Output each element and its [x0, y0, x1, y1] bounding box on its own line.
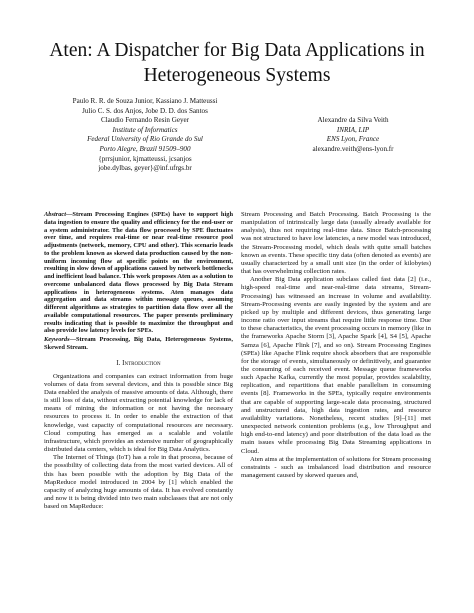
paragraph: Aten aims at the implementation of solutions for Stream processing constraints - such as imbalanced load distribution and resource management caused by skewed queues and, — [241, 455, 431, 479]
author-email: alexandre.veith@ens-lyon.fr — [312, 144, 394, 153]
authors-block-left — [30, 97, 260, 174]
affiliation: ENS Lyon, France — [326, 135, 380, 144]
author-emails: jobe.dylbas, geyer}@inf.ufrgs.br — [98, 164, 192, 173]
abstract-text: —Stream Processing Engines (SPEs) have to support high data ingestion to ensure the quality and efficiency for the end-user or a system administrator. The data flow processed by SPE fluctuates over time, and requires real-time or near real-time resource pool adjustments (network, memory, CPU and other). This scenario leads to the problem known as skewed data production caused by the non-uniform incoming flow at specific points on the environment, resulting in slow down of applications caused by network bottlenecks and inefficient load balance. This work proposes Aten as a solution to overcome unbalanced data flows processed by Big Data Stream applications in heterogeneous systems. Aten manages data aggregation and data streams within message queues, assuming different algorithms as strategies to partition data flow over all the available computational resources. The paper presents preliminary results indicating that is possible to maximize the throughput and also provide low latency levels for SPEs. — [44, 211, 233, 335]
keywords — [44, 336, 233, 352]
paragraph: Organizations and companies can extract information from huge volumes of data from several devices, and this is possible since Big Data enabled the analysis of massive amounts of data. Although, there is still loss of data, without extracting potential knowledge for lack of means of mining the information or not having the necessary resources to process it. In order to enable the extraction of that knowledge, vast capacity of computational resources are necessary. Cloud computing has emerged as a scalable and volatile infrastructure, which provides an extensive number of geographically distributed data centers, which is ideal for Big Data Analytics. — [44, 372, 233, 454]
affiliation: Porto Alegre, Brazil 91509–900 — [99, 144, 191, 153]
paragraph: Stream Processing and Batch Processing. Batch Processing is the manipulation of intrinsically large data (usually already available for analysis), thus not requiring real-time data. Since Batch-processing was not structured to have low latencies, a new model was introduced, the Stream-Processing model, which deals with quite small batches known as events. These specific tiny data (often denoted as events) are usually characterized by a small unit size (in the order of kilobytes) that has overwhelming collection rates. — [241, 211, 431, 276]
affiliation: Federal University of Rio Grande do Sul — [87, 135, 203, 144]
author-names: Claudio Fernando Resin Geyer — [100, 116, 190, 125]
left-column — [44, 211, 233, 511]
author-name: Alexandre da Silva Veith — [317, 116, 389, 124]
section-heading: I. Introduction — [116, 359, 161, 367]
authors-block-right — [278, 116, 428, 154]
keywords-text: —Stream Processing, Big Data, Heterogeneous Systems, Skewed Stream. — [44, 336, 233, 351]
paragraph: The Internet of Things (IoT) has a role in that process, because of the possibility of collecting data from the most varied devices. All of this has been possible with the adoption by Big Data of the MapReduce model introduced in 2004 by [1] which enabled the capacity of analyzing huge amounts of data. It has evolved constantly and now it is being divided into two main subclasses that are not only based on MapReduce: — [44, 454, 233, 511]
affiliation: INRIA, LIP — [336, 125, 370, 134]
right-column — [241, 211, 431, 480]
author-names: Paulo R. R. de Souza Junior, Kassiano J. Matteussi — [72, 97, 218, 105]
paper-title: Aten: A Dispatcher for Big Data Applications in Heterogeneous Systems — [49, 40, 425, 86]
author-names: Julio C. S. dos Anjos, Jobe D. D. dos Santos — [82, 106, 208, 115]
affiliation: Institute of Informatics — [112, 125, 178, 134]
keywords-label: Keywords — [44, 336, 70, 343]
abstract — [44, 211, 233, 335]
author-emails: {prrsjunior, kjmatteussi, jcsanjos — [98, 154, 192, 163]
abstract-label: Abstract — [44, 211, 67, 218]
paragraph: Another Big Data application subclass called fast data [2] (i.e., high-speed real-time and near-real-time data streams, Stream-Processing) has witnessed an increase in volume and availability. Stream-Processing events are easily ingested by the system and are picked up by multiple and different devices, thus generating large income ratio over input streams that require little response time. Due to these characteristics, the event processing occurs in memory (like in the frameworks Apache Storm [3], Apache Spark [4], S4 [5], Apache Samza [6], Apache Flink [7], and so on). Stream Processing Engines (SPEs) like Apache Flink require shock absorbers that are responsible for the storage of events, simultaneously or definitively, and guarantee the consuming of each received event. Message queue frameworks such Apache Kafka, currently the most popular, provides scalability, replication, and repartitions that enable parallelism in consuming events [8]. Frameworks in the SPEs, typically require environments that are capable of supporting large-scale data processing, structured and unstructured data, high data ingestion rates, and resource availability variations. Nonetheless, recent studies [9]–[11] met unexpected network contention problems (e.g., low Throughput and high end-to-end latency) and poor distribution of the data load as the main issues while processing Big Data Streaming applications in Cloud. — [241, 276, 431, 455]
